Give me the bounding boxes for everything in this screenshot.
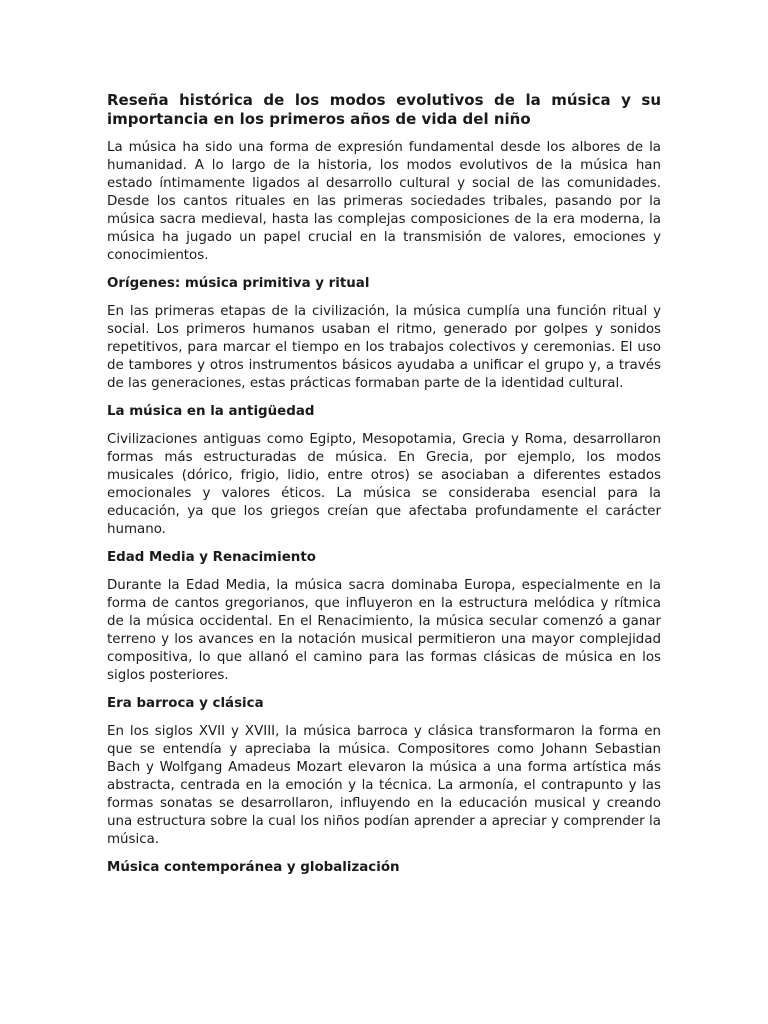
document-page [107,91,661,887]
section-body-edad-media: Durante la Edad Media, la música sacra dominaba Europa, especialmente en la forma de cantos gregorianos, que influyeron en la estructura melódica y rítmica de la música occidental. En el Renacimiento, la música secular comenzó a ganar terreno y los avances en la notación musical permitieron una mayor complejidad compositiva, lo que allanó el camino para las formas clásicas de música en los siglos posteriores. [107,578,661,683]
section-heading-contemporanea: Música contemporánea y globalización [107,860,400,875]
section-heading-origenes: Orígenes: música primitiva y ritual [107,276,370,291]
section-heading-antiguedad: La música en la antigüedad [107,404,315,419]
section-body-antiguedad: Civilizaciones antiguas como Egipto, Mesopotamia, Grecia y Roma, desarrollaron formas más estructuradas de música. En Grecia, por ejemplo, los modos musicales (dórico, frigio, lidio, entre otros) se asociaban a diferentes estados emocionales y valores éticos. La música se consideraba esencial para la educación, ya que los griegos creían que afectaba profundamente el carácter humano. [107,432,661,537]
intro-paragraph: La música ha sido una forma de expresión fundamental desde los albores de la humanidad. A lo largo de la historia, los modos evolutivos de la música han estado íntimamente ligados al desarrollo cultural y social de las comunidades. Desde los cantos rituales en las primeras sociedades tribales, pasando por la música sacra medieval, hasta las complejas composiciones de la era moderna, la música ha jugado un papel crucial en la transmisión de valores, emociones y conocimientos. [107,140,661,263]
document-title: Reseña histórica de los modos evolutivos de la música y su importancia en los primeros años de vida del niño [107,91,661,128]
section-body-barroca-clasica: En los siglos XVII y XVIII, la música barroca y clásica transformaron la forma en que se entendía y apreciaba la música. Compositores como Johann Sebastian Bach y Wolfgang Amadeus Mozart elevaron la música a una forma artística más abstracta, centrada en la emoción y la técnica. La armonía, el contrapunto y las formas sonatas se desarrollaron, influyendo en la educación musical y creando una estructura sobre la cual los niños podían aprender a apreciar y comprender la música. [107,724,661,847]
section-body-origenes: En las primeras etapas de la civilización, la música cumplía una función ritual y social. Los primeros humanos usaban el ritmo, generado por golpes y sonidos repetitivos, para marcar el tiempo en los trabajos colectivos y ceremonias. El uso de tambores y otros instrumentos básicos ayudaba a unificar el grupo y, a través de las generaciones, estas prácticas formaban parte de la identidad cultural. [107,304,661,391]
section-heading-edad-media: Edad Media y Renacimiento [107,550,316,565]
section-heading-barroca-clasica: Era barroca y clásica [107,696,264,711]
